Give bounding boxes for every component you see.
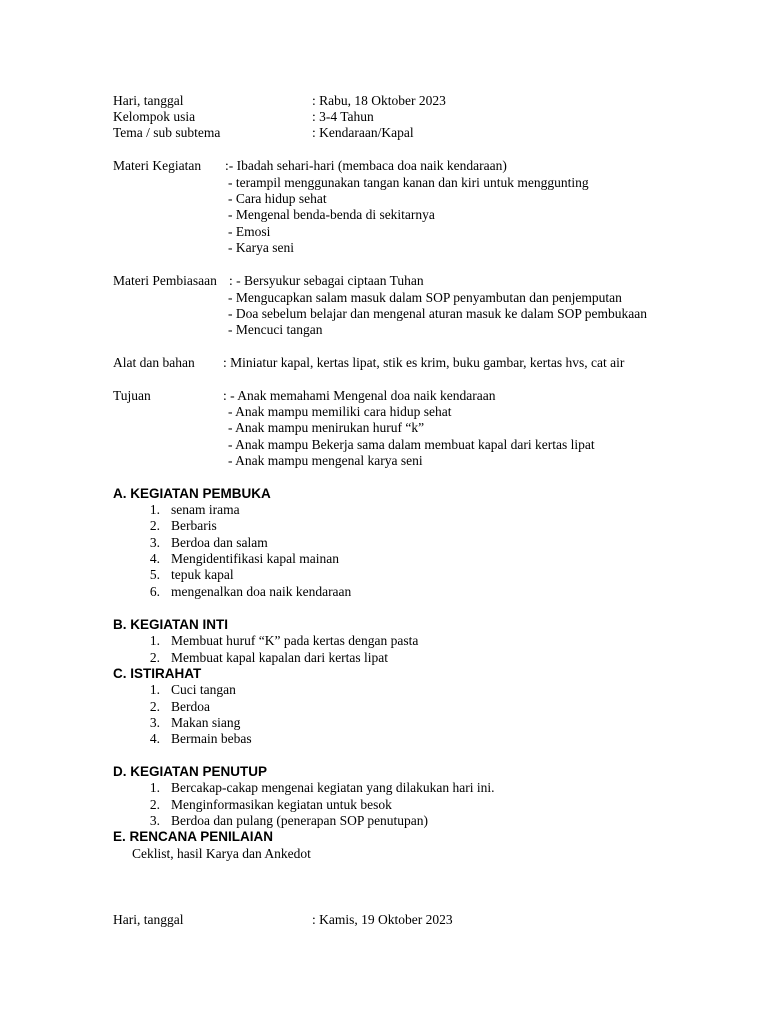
materi-kegiatan-item: - Emosi: [228, 224, 271, 239]
tujuan-item: - Anak mampu menirukan huruf “k”: [228, 420, 425, 435]
list-number: 4.: [149, 731, 160, 746]
list-item: mengenalkan doa naik kendaraan: [171, 584, 352, 599]
materi-kegiatan-item: - Mengenal benda-benda di sekitarnya: [228, 207, 435, 222]
list-item: tepuk kapal: [171, 567, 234, 582]
day-label: Hari, tanggal: [113, 93, 184, 108]
list-item: Berdoa dan salam: [171, 535, 268, 550]
list-number: 1.: [149, 682, 160, 697]
section-heading: E. RENCANA PENILAIAN: [113, 829, 274, 844]
list-number: 2.: [149, 797, 160, 812]
list-item: Bercakap-cakap mengenai kegiatan yang dilakukan hari ini.: [171, 780, 495, 795]
age-value: : 3-4 Tahun: [312, 109, 374, 124]
age-label: Kelompok usia: [113, 109, 196, 124]
materi-kegiatan-label: Materi Kegiatan: [113, 158, 202, 173]
next-day-label: Hari, tanggal: [113, 912, 184, 927]
list-item: Mengidentifikasi kapal mainan: [171, 551, 339, 566]
materi-kegiatan-item: - Cara hidup sehat: [228, 191, 327, 206]
list-number: 3.: [149, 813, 160, 828]
tujuan-item: - Anak mampu mengenal karya seni: [228, 453, 423, 468]
list-number: 1.: [149, 633, 160, 648]
alat-bahan-value: : Miniatur kapal, kertas lipat, stik es krim, buku gambar, kertas hvs, cat air: [223, 355, 625, 370]
materi-pembiasaan-label: Materi Pembiasaan: [113, 273, 217, 288]
tujuan-label: Tujuan: [113, 388, 151, 403]
list-item: Menginformasikan kegiatan untuk besok: [171, 797, 392, 812]
list-number: 2.: [149, 699, 160, 714]
list-item: senam irama: [171, 502, 240, 517]
tujuan-item: - Anak mampu memiliki cara hidup sehat: [228, 404, 452, 419]
list-number: 2.: [149, 650, 160, 665]
list-item: Bermain bebas: [171, 731, 252, 746]
alat-bahan-label: Alat dan bahan: [113, 355, 195, 370]
list-number: 1.: [149, 780, 160, 795]
list-number: 3.: [149, 535, 160, 550]
materi-pembiasaan-item: - Doa sebelum belajar dan mengenal aturan masuk ke dalam SOP pembukaan: [228, 306, 647, 321]
materi-pembiasaan-item: - Mengucapkan salam masuk dalam SOP penyambutan dan penjemputan: [228, 290, 622, 305]
section-heading: B. KEGIATAN INTI: [113, 617, 228, 632]
list-item: Berdoa dan pulang (penerapan SOP penutupan): [171, 813, 429, 828]
section-heading: D. KEGIATAN PENUTUP: [113, 764, 268, 779]
materi-kegiatan-item: - Karya seni: [228, 240, 294, 255]
assessment-text: Ceklist, hasil Karya dan Ankedot: [132, 846, 311, 861]
next-day-value: : Kamis, 19 Oktober 2023: [312, 912, 453, 927]
list-item: Berdoa: [171, 699, 210, 714]
list-number: 5.: [149, 567, 160, 582]
materi-pembiasaan-item: : - Bersyukur sebagai ciptaan Tuhan: [229, 273, 424, 288]
theme-label: Tema / sub subtema: [113, 125, 221, 140]
list-item: Membuat huruf “K” pada kertas dengan pasta: [171, 633, 419, 648]
list-number: 6.: [149, 584, 160, 599]
list-number: 1.: [149, 502, 160, 517]
section-heading: C. ISTIRAHAT: [113, 666, 202, 681]
list-item: Berbaris: [171, 518, 217, 533]
theme-value: : Kendaraan/Kapal: [312, 125, 414, 140]
list-item: Cuci tangan: [171, 682, 236, 697]
list-item: Makan siang: [171, 715, 241, 730]
tujuan-item: - Anak mampu Bekerja sama dalam membuat kapal dari kertas lipat: [228, 437, 595, 452]
list-number: 4.: [149, 551, 160, 566]
materi-kegiatan-item: - terampil menggunakan tangan kanan dan kiri untuk menggunting: [228, 175, 589, 190]
materi-kegiatan-item: :- Ibadah sehari-hari (membaca doa naik kendaraan): [225, 158, 507, 173]
tujuan-item: : - Anak memahami Mengenal doa naik kendaraan: [223, 388, 496, 403]
day-value: : Rabu, 18 Oktober 2023: [312, 93, 446, 108]
list-item: Membuat kapal kapalan dari kertas lipat: [171, 650, 389, 665]
list-number: 3.: [149, 715, 160, 730]
section-heading: A. KEGIATAN PEMBUKA: [113, 486, 271, 501]
materi-pembiasaan-item: - Mencuci tangan: [228, 322, 323, 337]
list-number: 2.: [149, 518, 160, 533]
